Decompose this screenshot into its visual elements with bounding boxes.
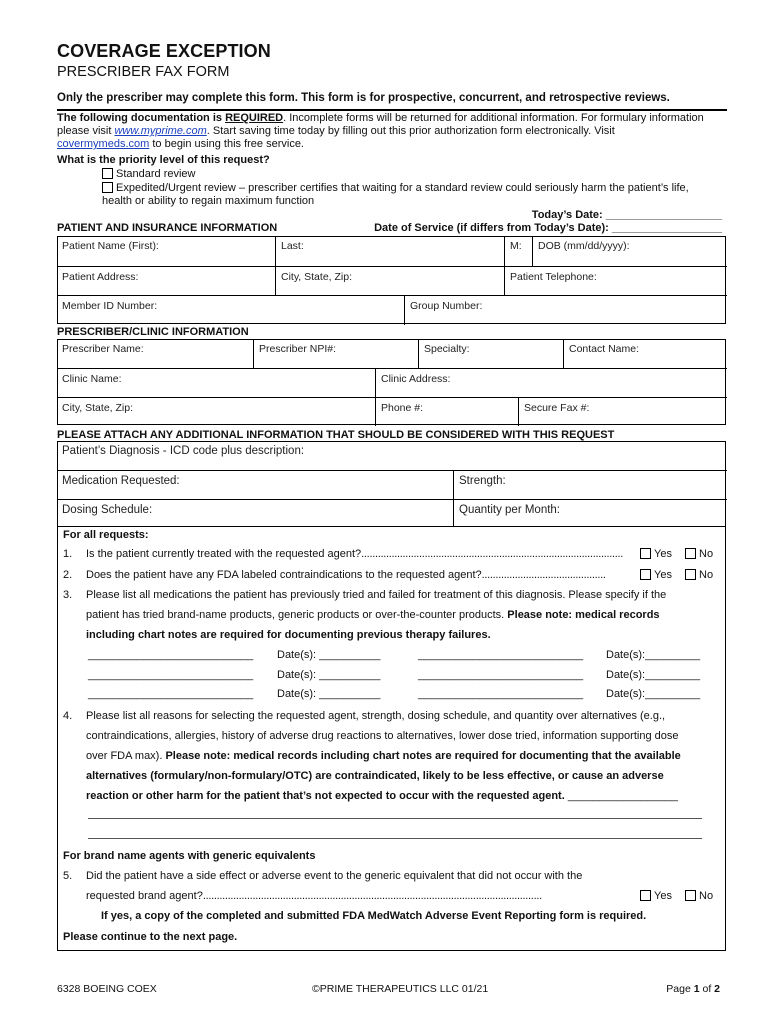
priority-standard-option[interactable] [102, 168, 196, 181]
page-of: of [699, 983, 715, 995]
clinic-address-label: Clinic Address: [381, 373, 451, 385]
clinic-name-field[interactable] [57, 368, 375, 397]
patient-dob-field[interactable] [532, 236, 727, 266]
prescriber-info-table [57, 339, 726, 425]
covermymeds-link[interactable]: covermymeds.com [57, 138, 150, 150]
q5-no-checkbox[interactable] [685, 890, 696, 901]
q4-answer-line-1[interactable] [88, 818, 702, 819]
patient-last-name-field[interactable] [275, 236, 504, 266]
page-indicator [666, 983, 720, 995]
member-id-label: Member ID Number: [62, 300, 158, 312]
for-all-requests-heading: For all requests: [63, 529, 149, 541]
tried-medication-1-field[interactable]: ___________________________ [88, 649, 254, 661]
patient-address-label: Patient Address: [62, 271, 139, 283]
form-code: 6328 BOEING COEX [57, 983, 157, 995]
q1-yes-checkbox[interactable] [640, 548, 651, 559]
tried-medication-6-field[interactable]: ___________________________ [418, 688, 584, 700]
member-id-field[interactable] [57, 295, 404, 325]
q4-line-5 [86, 790, 678, 802]
documentation-line-1 [57, 112, 737, 125]
expedited-review-checkbox[interactable] [102, 182, 113, 193]
documentation-line-3 [57, 138, 737, 151]
clinic-city-label: City, State, Zip: [62, 402, 133, 414]
clinic-name-label: Clinic Name: [62, 373, 122, 385]
strength-label: Strength: [459, 475, 506, 487]
header-divider [57, 109, 727, 111]
q5-yes-option[interactable] [640, 890, 672, 902]
tried-medication-2-field[interactable]: ___________________________ [418, 649, 584, 661]
patient-telephone-field[interactable] [504, 266, 727, 295]
prescriber-npi-field[interactable] [253, 339, 418, 368]
standard-review-checkbox[interactable] [102, 168, 113, 179]
standard-review-label: Standard review [116, 168, 196, 180]
q2-label: Does the patient have any FDA labeled contraindications to the requested agent? [86, 569, 482, 581]
prescriber-name-field[interactable] [57, 339, 253, 368]
documentation-line1-rest: . Incomplete forms will be returned for additional information. For formulary information [283, 112, 704, 124]
patient-dob-label: DOB (mm/dd/yyyy): [538, 240, 630, 252]
tried-medication-4-dates[interactable]: Date(s):_________ [606, 669, 701, 681]
patient-city-label: City, State, Zip: [281, 271, 352, 283]
prescriber-name-label: Prescriber Name: [62, 343, 144, 355]
documentation-line2-pre: please visit [57, 125, 115, 137]
q5-line-2 [86, 890, 638, 902]
q2-yes-label: Yes [654, 569, 672, 581]
patient-first-name-label: Patient Name (First): [62, 240, 159, 252]
q5-no-option[interactable] [685, 890, 713, 902]
q2-leader-dots: ............................................. [481, 569, 606, 581]
patient-section-title: PATIENT AND INSURANCE INFORMATION [57, 222, 278, 234]
expedited-review-label-cont: health or ability to regain maximum function [102, 195, 315, 207]
dosing-field[interactable] [57, 499, 453, 527]
q1-leader-dots: ............................................................................................... [361, 548, 624, 560]
medwatch-note: If yes, a copy of the completed and submitted FDA MedWatch Adverse Event Reporting form is required. [101, 910, 647, 922]
contact-name-label: Contact Name: [569, 343, 640, 355]
page-number: 1 [693, 983, 700, 995]
priority-question: What is the priority level of this request? [57, 154, 270, 166]
patient-first-name-field[interactable] [57, 236, 276, 266]
continue-note: Please continue to the next page. [63, 931, 238, 943]
diagnosis-label: Patient’s Diagnosis - ICD code plus description: [62, 445, 305, 457]
page-total: 2 [714, 983, 720, 995]
form-subtitle: PRESCRIBER FAX FORM [57, 64, 230, 80]
todays-date-field[interactable]: Today’s Date: ___________________ [531, 209, 722, 221]
group-number-field[interactable] [404, 295, 727, 325]
tried-medication-3-field[interactable]: ___________________________ [88, 669, 254, 681]
q5-yes-label: Yes [654, 890, 672, 902]
q4-answer-blank[interactable]: __________________ [564, 790, 678, 802]
intro-text: Only the prescriber may complete this form. This form is for prospective, concurrent, and retrospective reviews. [57, 92, 670, 104]
medication-field[interactable] [57, 470, 453, 500]
secure-fax-label: Secure Fax #: [524, 402, 590, 414]
documentation-line2-post: . Start saving time today by filling out this prior authorization form electronically. Visit [206, 125, 615, 137]
date-of-service-field[interactable]: Date of Service (if differs from Today’s Date): __________________ [374, 222, 722, 234]
secure-fax-field[interactable] [518, 397, 727, 426]
q5-yes-checkbox[interactable] [640, 890, 651, 901]
q2-text [86, 569, 638, 581]
q2-no-label: No [699, 569, 714, 581]
patient-telephone-label: Patient Telephone: [510, 271, 597, 283]
q1-label: Is the patient currently treated with the requested agent? [86, 548, 362, 560]
q1-no-option[interactable] [685, 548, 713, 560]
quantity-field[interactable] [453, 499, 727, 527]
documentation-paragraph [57, 112, 737, 151]
q5-no-label: No [699, 890, 714, 902]
patient-info-table [57, 236, 726, 324]
required-emphasis: REQUIRED [225, 112, 284, 124]
patient-mi-field[interactable] [504, 236, 532, 266]
priority-expedited-option[interactable] [102, 182, 689, 195]
q4-line3-plain: over FDA max). [86, 750, 166, 762]
prescriber-section-title: PRESCRIBER/CLINIC INFORMATION [57, 326, 249, 338]
q2-yes-option[interactable] [640, 569, 672, 581]
attach-section-title: PLEASE ATTACH ANY ADDITIONAL INFORMATION THAT SHOULD BE CONSIDERED WITH THIS REQUEST [57, 429, 615, 441]
specialty-label: Specialty: [424, 343, 470, 355]
q4-line5-bold: reaction or other harm for the patient that’s not expected to occur with the requested agent. [86, 790, 565, 802]
myprime-link[interactable]: www.myprime.com [114, 125, 207, 137]
q4-line3-bold: Please note: medical records including chart notes are required for documenting that the available [165, 750, 681, 762]
q4-line-2: contraindications, allergies, history of adverse drug reactions to alternatives, lower dose tried, information supporting dose [86, 730, 679, 742]
tried-medication-5-field[interactable]: ___________________________ [88, 688, 254, 700]
quantity-label: Quantity per Month: [459, 504, 560, 516]
patient-address-field[interactable] [57, 266, 276, 295]
tried-medication-6-dates[interactable]: Date(s):_________ [606, 688, 701, 700]
page-prefix: Page [666, 983, 694, 995]
q2-number: 2. [63, 569, 73, 581]
q5-leader-dots: ........................................................................................................................... [202, 890, 542, 902]
q1-no-label: No [699, 548, 714, 560]
q4-number: 4. [63, 710, 73, 722]
patient-mi-label: M: [510, 240, 522, 252]
q5-number: 5. [63, 870, 73, 882]
tried-medication-5-dates[interactable]: Date(s): __________ [277, 688, 381, 700]
q1-yes-label: Yes [654, 548, 672, 560]
tried-medication-4-field[interactable]: ___________________________ [418, 669, 584, 681]
q1-no-checkbox[interactable] [685, 548, 696, 559]
documentation-line-2 [57, 125, 737, 138]
copyright: ©PRIME THERAPEUTICS LLC 01/21 [312, 983, 489, 995]
q5-line-1: Did the patient have a side effect or adverse event to the generic equivalent that did not occur with the [86, 870, 583, 882]
documentation-lead: The following documentation is [57, 112, 226, 124]
q1-yes-option[interactable] [640, 548, 672, 560]
q4-answer-line-2[interactable] [88, 838, 702, 839]
group-number-label: Group Number: [410, 300, 483, 312]
diagnosis-field[interactable] [57, 441, 726, 471]
q4-line-4: alternatives (formulary/non-formulary/OTC) are contraindicated, likely to be less effective, or cause an adverse [86, 770, 664, 782]
questions-divider [58, 526, 726, 527]
q3-line-1: Please list all medications the patient has previously tried and failed for treatment of this diagnosis. Please specify if the [86, 589, 667, 601]
phone-field[interactable] [375, 397, 518, 426]
q2-yes-checkbox[interactable] [640, 569, 651, 580]
phone-label: Phone #: [381, 402, 424, 414]
expedited-review-label: Expedited/Urgent review – prescriber certifies that waiting for a standard review could seriously harm the patient’s life, [116, 182, 689, 194]
q3-number: 3. [63, 589, 73, 601]
q4-line-1: Please list all reasons for selecting the requested agent, strength, dosing schedule, and quantity over alternatives (e.g., [86, 710, 666, 722]
q4-line-3 [86, 750, 681, 762]
brand-name-heading: For brand name agents with generic equivalents [63, 850, 316, 862]
specialty-field[interactable] [418, 339, 563, 368]
patient-city-field[interactable] [275, 266, 504, 295]
strength-field[interactable] [453, 470, 727, 500]
q3-line-3: including chart notes are required for documenting previous therapy failures. [86, 629, 491, 641]
q2-no-checkbox[interactable] [685, 569, 696, 580]
q1-number: 1. [63, 548, 73, 560]
documentation-line3-post: to begin using this free service. [149, 138, 304, 150]
q2-no-option[interactable] [685, 569, 713, 581]
dosing-label: Dosing Schedule: [62, 504, 153, 516]
tried-medication-2-dates[interactable]: Date(s):_________ [606, 649, 701, 661]
q3-line2-plain: patient has tried brand-name products, generic products or over-the-counter products. [86, 609, 508, 621]
patient-last-name-label: Last: [281, 240, 304, 252]
tried-medication-3-dates[interactable]: Date(s): __________ [277, 669, 381, 681]
prescriber-npi-label: Prescriber NPI#: [259, 343, 337, 355]
tried-medication-1-dates[interactable]: Date(s): __________ [277, 649, 381, 661]
q3-line-2 [86, 609, 660, 621]
clinic-address-field[interactable] [375, 368, 727, 397]
clinic-city-field[interactable] [57, 397, 375, 426]
q1-text [86, 548, 638, 560]
contact-name-field[interactable] [563, 339, 727, 368]
form-title: COVERAGE EXCEPTION [57, 41, 271, 61]
medication-label: Medication Requested: [62, 475, 180, 487]
q3-line2-bold: Please note: medical records [507, 609, 660, 621]
q5-label: requested brand agent? [86, 890, 203, 902]
